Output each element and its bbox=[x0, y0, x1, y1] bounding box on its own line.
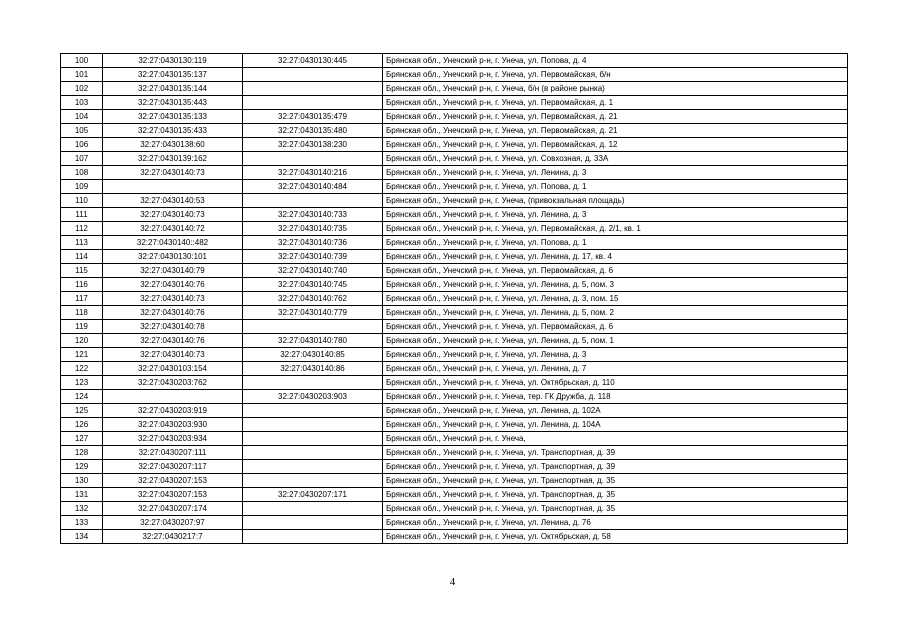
table-row bbox=[61, 208, 848, 222]
linked-cadastral-number-cell: 32:27:0430140:86 bbox=[243, 362, 383, 376]
row-number-cell: 133 bbox=[61, 516, 103, 530]
row-number-cell: 130 bbox=[61, 474, 103, 488]
table-row bbox=[61, 334, 848, 348]
cadastral-number-cell: 32:27:0430138:60 bbox=[103, 138, 243, 152]
address-cell: Брянская обл., Унечский р-н, г. Унеча, ул. Ленина, д. 3 bbox=[383, 348, 848, 362]
row-number-cell: 131 bbox=[61, 488, 103, 502]
linked-cadastral-number-cell bbox=[243, 320, 383, 334]
cadastral-number-cell: 32:27:0430135:144 bbox=[103, 82, 243, 96]
linked-cadastral-number-cell: 32:27:0430140:779 bbox=[243, 306, 383, 320]
row-number-cell: 126 bbox=[61, 418, 103, 432]
address-cell: Брянская обл., Унечский р-н, г. Унеча, ул. Ленина, д. 7 bbox=[383, 362, 848, 376]
row-number-cell: 119 bbox=[61, 320, 103, 334]
cadastral-number-cell: 32:27:0430140:79 bbox=[103, 264, 243, 278]
cadastral-number-cell: 32:27:0430140:73 bbox=[103, 166, 243, 180]
table-row bbox=[61, 362, 848, 376]
linked-cadastral-number-cell bbox=[243, 194, 383, 208]
address-cell: Брянская обл., Унечский р-н, г. Унеча, bbox=[383, 432, 848, 446]
records-table-body bbox=[61, 54, 848, 544]
row-number-cell: 129 bbox=[61, 460, 103, 474]
address-cell: Брянская обл., Унечский р-н, г. Унеча, ул. Ленина, д. 3, пом. 15 bbox=[383, 292, 848, 306]
table-row bbox=[61, 222, 848, 236]
linked-cadastral-number-cell: 32:27:0430207:171 bbox=[243, 488, 383, 502]
address-cell: Брянская обл., Унечский р-н, г. Унеча, ул. Ленина, д. 3 bbox=[383, 166, 848, 180]
cadastral-number-cell: 32:27:0430139:162 bbox=[103, 152, 243, 166]
row-number-cell: 108 bbox=[61, 166, 103, 180]
table-row bbox=[61, 460, 848, 474]
cadastral-number-cell: 32:27:0430203:919 bbox=[103, 404, 243, 418]
linked-cadastral-number-cell: 32:27:0430140:780 bbox=[243, 334, 383, 348]
cadastral-number-cell: 32:27:0430140:78 bbox=[103, 320, 243, 334]
cadastral-number-cell: 32:27:0430103:154 bbox=[103, 362, 243, 376]
table-row bbox=[61, 376, 848, 390]
table-row bbox=[61, 110, 848, 124]
row-number-cell: 110 bbox=[61, 194, 103, 208]
linked-cadastral-number-cell: 32:27:0430135:479 bbox=[243, 110, 383, 124]
linked-cadastral-number-cell: 32:27:0430135:480 bbox=[243, 124, 383, 138]
table-row bbox=[61, 124, 848, 138]
table-row bbox=[61, 96, 848, 110]
address-cell: Брянская обл., Унечский р-н, г. Унеча, ул. Транспортная, д. 35 bbox=[383, 488, 848, 502]
linked-cadastral-number-cell: 32:27:0430140:733 bbox=[243, 208, 383, 222]
linked-cadastral-number-cell bbox=[243, 404, 383, 418]
address-cell: Брянская обл., Унечский р-н, г. Унеча, ул. Транспортная, д. 39 bbox=[383, 446, 848, 460]
address-cell: Брянская обл., Унечский р-н, г. Унеча, ул. Первомайская, д. 1 bbox=[383, 96, 848, 110]
row-number-cell: 127 bbox=[61, 432, 103, 446]
cadastral-number-cell: 32:27:0430140:53 bbox=[103, 194, 243, 208]
row-number-cell: 132 bbox=[61, 502, 103, 516]
cadastral-number-cell: 32:27:0430135:137 bbox=[103, 68, 243, 82]
table-row bbox=[61, 306, 848, 320]
row-number-cell: 101 bbox=[61, 68, 103, 82]
row-number-cell: 106 bbox=[61, 138, 103, 152]
cadastral-number-cell: 32:27:0430203:762 bbox=[103, 376, 243, 390]
cadastral-number-cell: 32:27:0430207:174 bbox=[103, 502, 243, 516]
linked-cadastral-number-cell: 32:27:0430140:739 bbox=[243, 250, 383, 264]
linked-cadastral-number-cell bbox=[243, 68, 383, 82]
linked-cadastral-number-cell bbox=[243, 460, 383, 474]
address-cell: Брянская обл., Унечский р-н, г. Унеча, ул. Первомайская, д. 21 bbox=[383, 124, 848, 138]
address-cell: Брянская обл., Унечский р-н, г. Унеча, ул. Первомайская, д. 6 bbox=[383, 320, 848, 334]
table-row bbox=[61, 54, 848, 68]
table-row bbox=[61, 236, 848, 250]
address-cell: Брянская обл., Унечский р-н, г. Унеча, ул. Попова, д. 1 bbox=[383, 236, 848, 250]
cadastral-number-cell bbox=[103, 390, 243, 404]
linked-cadastral-number-cell: 32:27:0430140:85 bbox=[243, 348, 383, 362]
linked-cadastral-number-cell bbox=[243, 96, 383, 110]
address-cell: Брянская обл., Унечский р-н, г. Унеча, ул. Транспортная, д. 35 bbox=[383, 474, 848, 488]
row-number-cell: 102 bbox=[61, 82, 103, 96]
cadastral-number-cell: 32:27:0430203:934 bbox=[103, 432, 243, 446]
row-number-cell: 116 bbox=[61, 278, 103, 292]
table-row bbox=[61, 446, 848, 460]
address-cell: Брянская обл., Унечский р-н, г. Унеча, ул. Первомайская, б/н bbox=[383, 68, 848, 82]
row-number-cell: 109 bbox=[61, 180, 103, 194]
table-row bbox=[61, 530, 848, 544]
linked-cadastral-number-cell: 32:27:0430130:445 bbox=[243, 54, 383, 68]
address-cell: Брянская обл., Унечский р-н, г. Унеча, ул. Первомайская, д. 6 bbox=[383, 264, 848, 278]
address-cell: Брянская обл., Унечский р-н, г. Унеча, ул. Ленина, д. 5, пом. 1 bbox=[383, 334, 848, 348]
table-row bbox=[61, 180, 848, 194]
linked-cadastral-number-cell: 32:27:0430140:216 bbox=[243, 166, 383, 180]
cadastral-number-cell: 32:27:0430207:97 bbox=[103, 516, 243, 530]
linked-cadastral-number-cell bbox=[243, 530, 383, 544]
address-cell: Брянская обл., Унечский р-н, г. Унеча, ул. Транспортная, д. 39 bbox=[383, 460, 848, 474]
row-number-cell: 117 bbox=[61, 292, 103, 306]
address-cell: Брянская обл., Унечский р-н, г. Унеча, ул. Ленина, д. 102А bbox=[383, 404, 848, 418]
row-number-cell: 118 bbox=[61, 306, 103, 320]
row-number-cell: 104 bbox=[61, 110, 103, 124]
row-number-cell: 103 bbox=[61, 96, 103, 110]
table-row bbox=[61, 488, 848, 502]
linked-cadastral-number-cell bbox=[243, 446, 383, 460]
cadastral-number-cell: 32:27:0430207:153 bbox=[103, 474, 243, 488]
address-cell: Брянская обл., Унечский р-н, г. Унеча, ул. Октябрьская, д. 58 bbox=[383, 530, 848, 544]
cadastral-number-cell: 32:27:0430135:133 bbox=[103, 110, 243, 124]
cadastral-number-cell bbox=[103, 180, 243, 194]
linked-cadastral-number-cell bbox=[243, 376, 383, 390]
linked-cadastral-number-cell: 32:27:0430138:230 bbox=[243, 138, 383, 152]
row-number-cell: 113 bbox=[61, 236, 103, 250]
address-cell: Брянская обл., Унечский р-н, г. Унеча, ул. Ленина, д. 5, пом. 2 bbox=[383, 306, 848, 320]
row-number-cell: 114 bbox=[61, 250, 103, 264]
cadastral-number-cell: 32:27:0430140::482 bbox=[103, 236, 243, 250]
linked-cadastral-number-cell bbox=[243, 152, 383, 166]
address-cell: Брянская обл., Унечский р-н, г. Унеча, ул. Первомайская, д. 2/1, кв. 1 bbox=[383, 222, 848, 236]
linked-cadastral-number-cell: 32:27:0430203:903 bbox=[243, 390, 383, 404]
row-number-cell: 121 bbox=[61, 348, 103, 362]
table-row bbox=[61, 516, 848, 530]
records-table bbox=[60, 53, 848, 544]
row-number-cell: 122 bbox=[61, 362, 103, 376]
table-row bbox=[61, 82, 848, 96]
cadastral-number-cell: 32:27:0430140:73 bbox=[103, 348, 243, 362]
address-cell: Брянская обл., Унечский р-н, г. Унеча, ул. Транспортная, д. 35 bbox=[383, 502, 848, 516]
cadastral-number-cell: 32:27:0430130:101 bbox=[103, 250, 243, 264]
table-row bbox=[61, 320, 848, 334]
cadastral-number-cell: 32:27:0430140:72 bbox=[103, 222, 243, 236]
linked-cadastral-number-cell bbox=[243, 502, 383, 516]
cadastral-number-cell: 32:27:0430140:76 bbox=[103, 334, 243, 348]
row-number-cell: 100 bbox=[61, 54, 103, 68]
page-number: 4 bbox=[449, 576, 456, 588]
row-number-cell: 128 bbox=[61, 446, 103, 460]
address-cell: Брянская обл., Унечский р-н, г. Унеча, ул. Ленина, д. 104А bbox=[383, 418, 848, 432]
row-number-cell: 105 bbox=[61, 124, 103, 138]
linked-cadastral-number-cell: 32:27:0430140:740 bbox=[243, 264, 383, 278]
address-cell: Брянская обл., Унечский р-н, г. Унеча, б/н (в районе рынка) bbox=[383, 82, 848, 96]
table-row bbox=[61, 250, 848, 264]
linked-cadastral-number-cell bbox=[243, 432, 383, 446]
table-row bbox=[61, 432, 848, 446]
row-number-cell: 115 bbox=[61, 264, 103, 278]
cadastral-number-cell: 32:27:0430130:119 bbox=[103, 54, 243, 68]
address-cell: Брянская обл., Унечский р-н, г. Унеча, тер. ГК Дружба, д. 118 bbox=[383, 390, 848, 404]
row-number-cell: 107 bbox=[61, 152, 103, 166]
cadastral-number-cell: 32:27:0430135:443 bbox=[103, 96, 243, 110]
address-cell: Брянская обл., Унечский р-н, г. Унеча, ул. Октябрьская, д. 110 bbox=[383, 376, 848, 390]
cadastral-number-cell: 32:27:0430135:433 bbox=[103, 124, 243, 138]
linked-cadastral-number-cell: 32:27:0430140:745 bbox=[243, 278, 383, 292]
table-row bbox=[61, 138, 848, 152]
table-row bbox=[61, 152, 848, 166]
cadastral-number-cell: 32:27:0430217:7 bbox=[103, 530, 243, 544]
cadastral-number-cell: 32:27:0430207:117 bbox=[103, 460, 243, 474]
address-cell: Брянская обл., Унечский р-н, г. Унеча, ул. Первомайская, д. 21 bbox=[383, 110, 848, 124]
table-row bbox=[61, 390, 848, 404]
table-row bbox=[61, 418, 848, 432]
row-number-cell: 123 bbox=[61, 376, 103, 390]
table-row bbox=[61, 194, 848, 208]
linked-cadastral-number-cell: 32:27:0430140:735 bbox=[243, 222, 383, 236]
address-cell: Брянская обл., Унечский р-н, г. Унеча, ул. Ленина, д. 3 bbox=[383, 208, 848, 222]
row-number-cell: 125 bbox=[61, 404, 103, 418]
table-row bbox=[61, 292, 848, 306]
row-number-cell: 112 bbox=[61, 222, 103, 236]
cadastral-number-cell: 32:27:0430203:930 bbox=[103, 418, 243, 432]
linked-cadastral-number-cell: 32:27:0430140:762 bbox=[243, 292, 383, 306]
table-row bbox=[61, 502, 848, 516]
row-number-cell: 111 bbox=[61, 208, 103, 222]
cadastral-number-cell: 32:27:0430140:76 bbox=[103, 278, 243, 292]
table-row bbox=[61, 474, 848, 488]
address-cell: Брянская обл., Унечский р-н, г. Унеча, ул. Ленина, д. 17, кв. 4 bbox=[383, 250, 848, 264]
table-row bbox=[61, 166, 848, 180]
address-cell: Брянская обл., Унечский р-н, г. Унеча, ул. Ленина, д. 5, пом. 3 bbox=[383, 278, 848, 292]
table-row bbox=[61, 68, 848, 82]
linked-cadastral-number-cell bbox=[243, 418, 383, 432]
address-cell: Брянская обл., Унечский р-н, г. Унеча, ул. Попова, д. 1 bbox=[383, 180, 848, 194]
table-row bbox=[61, 278, 848, 292]
cadastral-number-cell: 32:27:0430207:111 bbox=[103, 446, 243, 460]
table-row bbox=[61, 348, 848, 362]
cadastral-number-cell: 32:27:0430140:76 bbox=[103, 306, 243, 320]
linked-cadastral-number-cell bbox=[243, 474, 383, 488]
row-number-cell: 120 bbox=[61, 334, 103, 348]
table-row bbox=[61, 404, 848, 418]
linked-cadastral-number-cell: 32:27:0430140:736 bbox=[243, 236, 383, 250]
cadastral-number-cell: 32:27:0430140:73 bbox=[103, 292, 243, 306]
linked-cadastral-number-cell: 32:27:0430140:484 bbox=[243, 180, 383, 194]
address-cell: Брянская обл., Унечский р-н, г. Унеча, ул. Попова, д. 4 bbox=[383, 54, 848, 68]
row-number-cell: 134 bbox=[61, 530, 103, 544]
address-cell: Брянская обл., Унечский р-н, г. Унеча, ул. Ленина, д. 76 bbox=[383, 516, 848, 530]
row-number-cell: 124 bbox=[61, 390, 103, 404]
linked-cadastral-number-cell bbox=[243, 516, 383, 530]
table-row bbox=[61, 264, 848, 278]
address-cell: Брянская обл., Унечский р-н, г. Унеча, ул. Совхозная, д. 33А bbox=[383, 152, 848, 166]
linked-cadastral-number-cell bbox=[243, 82, 383, 96]
cadastral-number-cell: 32:27:0430207:153 bbox=[103, 488, 243, 502]
cadastral-number-cell: 32:27:0430140:73 bbox=[103, 208, 243, 222]
address-cell: Брянская обл., Унечский р-н, г. Унеча, (привокзальная площадь) bbox=[383, 194, 848, 208]
address-cell: Брянская обл., Унечский р-н, г. Унеча, ул. Первомайская, д. 12 bbox=[383, 138, 848, 152]
